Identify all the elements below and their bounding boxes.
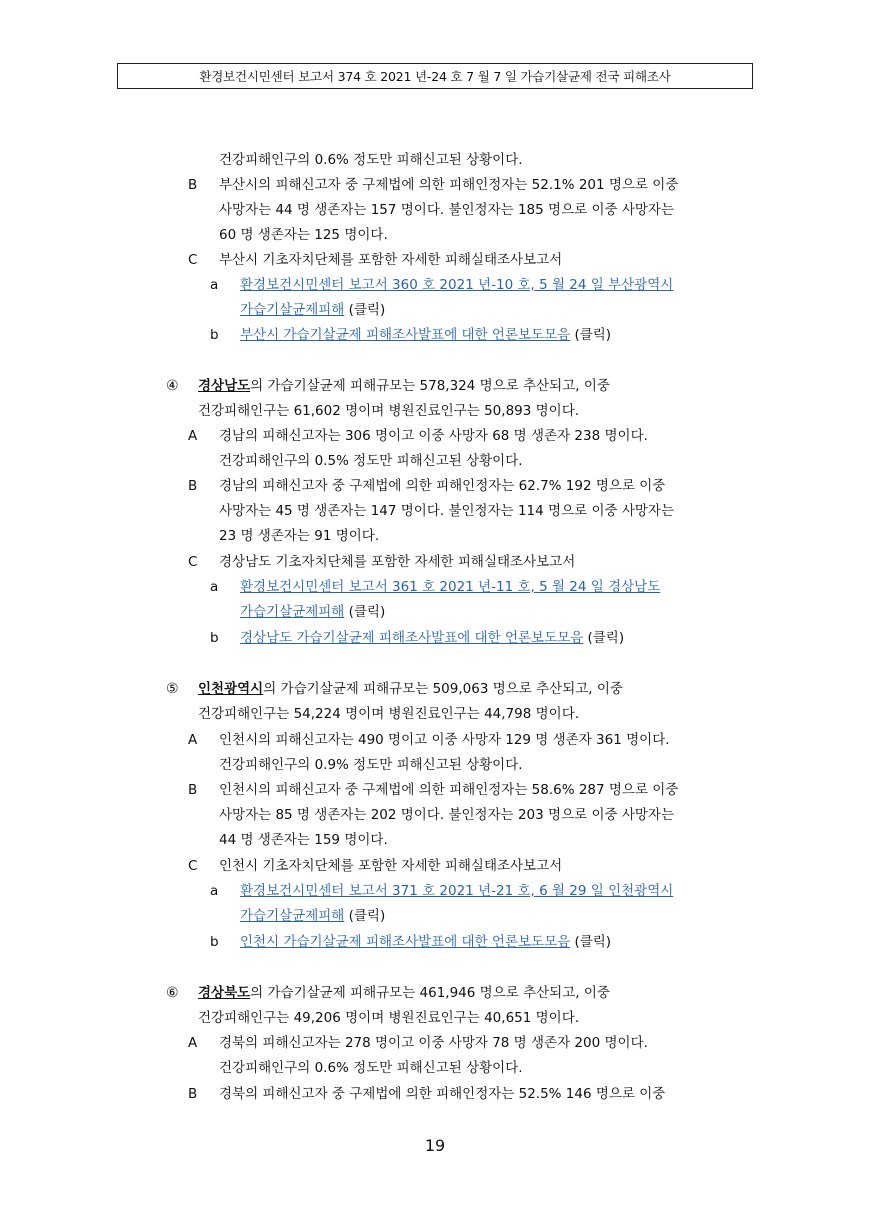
gyeongnam-report-link-cont[interactable]: 가습기살균제피해: [240, 604, 345, 620]
click-label: (클릭): [348, 908, 386, 924]
gyeongnam-c-text: 경상남도 기초자치단체를 포함한 자세한 피해실태조사보고서: [219, 554, 576, 570]
incheon-b-line3: 44 명 생존자는 159 명이다.: [219, 832, 388, 848]
gyeongbuk-b-marker: B: [188, 1086, 198, 1102]
gyeongnam-press-link[interactable]: 경상남도 가습기살균제 피해조사발표에 대한 언론보도모음: [240, 630, 584, 646]
incheon-b-line1: 인천시의 피해신고자 중 구제법에 의한 피해인정자는 58.6% 287 명으로 이중: [219, 782, 679, 798]
region-summary: 의 가습기살균제 피해규모는 578,324 명으로 추산되고, 이중: [250, 378, 610, 394]
section-number: ⑤: [166, 681, 179, 697]
region-summary-line2: 건강피해인구는 54,224 명이며 병원진료인구는 44,798 명이다.: [198, 706, 580, 722]
page-number: 19: [424, 1136, 446, 1155]
incheon-report-link-cont[interactable]: 가습기살균제피해: [240, 908, 345, 924]
gyeongnam-b-line2: 사망자는 45 명 생존자는 147 명이다. 불인정자는 114 명으로 이중 사망자는: [219, 503, 674, 519]
incheon-a-marker: A: [188, 732, 198, 748]
busan-ca-marker: a: [210, 277, 219, 293]
busan-cb-marker: b: [210, 327, 219, 343]
gyeongnam-a-line1: 경남의 피해신고자는 306 명이고 이중 사망자 68 명 생존자 238 명이다.: [219, 428, 648, 444]
incheon-ca-marker: a: [210, 883, 219, 899]
click-label: (클릭): [574, 934, 612, 950]
region-summary-line2: 건강피해인구는 49,206 명이며 병원진료인구는 40,651 명이다.: [198, 1010, 580, 1026]
gyeongnam-a-line2: 건강피해인구의 0.5% 정도만 피해신고된 상황이다.: [219, 453, 523, 469]
busan-b-line1: 부산시의 피해신고자 중 구제법에 의한 피해인정자는 52.1% 201 명으로 이중: [219, 177, 679, 193]
busan-report-link[interactable]: 환경보건시민센터 보고서 360 호 2021 년-10 호, 5 월 24 일 부산광역시: [240, 277, 674, 293]
incheon-cb-marker: b: [210, 934, 219, 950]
incheon-b-marker: B: [188, 782, 198, 798]
gyeongnam-report-link[interactable]: 환경보건시민센터 보고서 361 호 2021 년-11 호, 5 월 24 일 경상남도: [240, 579, 661, 595]
busan-c-text: 부산시 기초자치단체를 포함한 자세한 피해실태조사보고서: [219, 252, 563, 268]
region-name: 경상북도: [198, 985, 251, 1001]
incheon-c-text: 인천시 기초자치단체를 포함한 자세한 피해실태조사보고서: [219, 858, 563, 874]
report-header: [117, 63, 753, 89]
gyeongbuk-b-line1: 경북의 피해신고자 중 구제법에 의한 피해인정자는 52.5% 146 명으로 이중: [219, 1086, 666, 1102]
busan-c-marker: C: [188, 252, 198, 268]
header-title: 환경보건시민센터 보고서 374 호 2021 년-24 호 7 월 7 일 가습기살균제 전국 피해조사: [199, 69, 671, 84]
incheon-b-line2: 사망자는 85 명 생존자는 202 명이다. 불인정자는 203 명으로 이중 사망자는: [219, 807, 674, 823]
busan-press-link[interactable]: 부산시 가습기살균제 피해조사발표에 대한 언론보도모음: [240, 327, 571, 343]
gyeongnam-b-marker: B: [188, 478, 198, 494]
click-label: (클릭): [348, 302, 386, 318]
gyeongnam-b-line1: 경남의 피해신고자 중 구제법에 의한 피해인정자는 62.7% 192 명으로 이중: [219, 478, 666, 494]
region-name: 인천광역시: [198, 681, 264, 697]
busan-b-line3: 60 명 생존자는 125 명이다.: [219, 227, 388, 243]
gyeongnam-b-line3: 23 명 생존자는 91 명이다.: [219, 528, 380, 544]
busan-b-marker: B: [188, 177, 198, 193]
busan-report-link-cont[interactable]: 가습기살균제피해: [240, 302, 345, 318]
incheon-report-link[interactable]: 환경보건시민센터 보고서 371 호 2021 년-21 호, 6 월 29 일 인천광역시: [240, 883, 674, 899]
region-name: 경상남도: [198, 378, 251, 394]
section-number: ⑥: [166, 985, 179, 1001]
incheon-c-marker: C: [188, 858, 198, 874]
incheon-press-link[interactable]: 인천시 가습기살균제 피해조사발표에 대한 언론보도모음: [240, 934, 571, 950]
incheon-a-line2: 건강피해인구의 0.9% 정도만 피해신고된 상황이다.: [219, 757, 523, 773]
region-summary: 의 가습기살균제 피해규모는 461,946 명으로 추산되고, 이중: [250, 985, 610, 1001]
region-summary-line2: 건강피해인구는 61,602 명이며 병원진료인구는 50,893 명이다.: [198, 403, 580, 419]
section-number: ④: [166, 378, 179, 394]
click-label: (클릭): [587, 630, 625, 646]
click-label: (클릭): [348, 604, 386, 620]
gyeongbuk-a-marker: A: [188, 1035, 198, 1051]
gyeongnam-c-marker: C: [188, 554, 198, 570]
gyeongbuk-a-line1: 경북의 피해신고자는 278 명이고 이중 사망자 78 명 생존자 200 명이다.: [219, 1035, 648, 1051]
gyeongnam-ca-marker: a: [210, 579, 219, 595]
incheon-a-line1: 인천시의 피해신고자는 490 명이고 이중 사망자 129 명 생존자 361 명이다.: [219, 732, 670, 748]
click-label: (클릭): [574, 327, 612, 343]
gyeongnam-a-marker: A: [188, 428, 198, 444]
gyeongnam-cb-marker: b: [210, 630, 219, 646]
region-summary: 의 가습기살균제 피해규모는 509,063 명으로 추산되고, 이중: [263, 681, 623, 697]
busan-b-line2: 사망자는 44 명 생존자는 157 명이다. 불인정자는 185 명으로 이중 사망자는: [219, 202, 674, 218]
gyeongbuk-a-line2: 건강피해인구의 0.6% 정도만 피해신고된 상황이다.: [219, 1060, 523, 1076]
busan-a-line2: 건강피해인구의 0.6% 정도만 피해신고된 상황이다.: [219, 152, 523, 168]
